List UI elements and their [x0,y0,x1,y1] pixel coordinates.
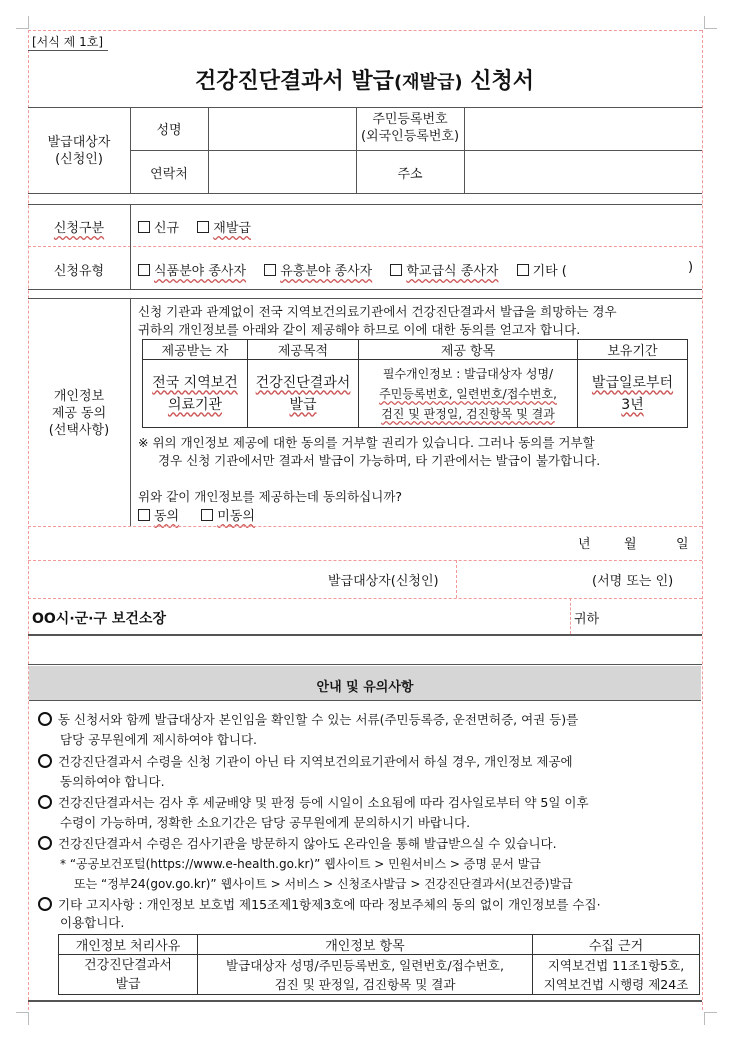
checkbox-disagree[interactable]: 미동의 [201,509,255,524]
consent-intro-1: 신청 기관과 관계없이 전국 지역보건의료기관에서 건강진단결과서 발급을 희망하는 경우 [138,304,617,319]
divider [130,204,131,289]
divider [130,298,131,526]
consent-label: 개인정보 제공 동의 (선택사항) [48,389,110,438]
rrn-field[interactable] [465,108,701,150]
address-label: 주소 [397,167,423,182]
guide-item-4: 건강진단결과서 수령은 검사기관을 방문하지 않아도 온라인을 통해 발급받으실 수 있습니다. * “공공보건포털(https://www.e-health.go.kr)” 웹사이트 > 민원서비스 > 증명 문서 발급 또는 “정부24(gov.go.kr)” 웹사이트 > 서비스 > 신청조사발급 > 건강진단결과서(보건증)발급 [38,834,573,894]
title-main: 건강진단결과서 발급 [195,69,394,94]
cell-collect-items: 발급대상자 성명/주민등록번호, 일련번호/접수번호, 검진 및 판정일, 검진항목 및 결과 [198,955,533,995]
cell-recipient: 전국 지역보건 의료기관 [143,360,248,428]
signer-label: 발급대상자(신청인) [328,574,439,589]
date-month: 월 [624,537,637,552]
other-close-paren: ) [688,260,694,275]
guide-item-1: 동 신청서와 함께 발급대상자 본인임을 확인할 수 있는 서류(주민등록증, 운전면허증, 여권 등)를 담당 공무원에게 제시하여야 합니다. [38,710,578,750]
divider [456,560,457,598]
divider [28,560,702,561]
divider [28,634,702,636]
guide-item-3: 건강진단결과서는 검사 후 세균배양 및 판정 등에 시일이 소요됨에 따라 검사일로부터 약 5일 이후 수령이 가능하며, 정확한 소요기간은 담당 공무원에게 문의하시기 바랍니다. [38,793,589,833]
consent-question: 위와 같이 개인정보를 제공하는데 동의하십니까? [138,489,403,504]
crop-mark-tr [704,16,717,29]
request-type-label: 신청구분 [53,221,105,236]
cell-reason: 건강진단결과서 발급 [59,955,198,995]
checkbox-new[interactable]: 신규 [138,221,179,236]
request-kind-options [138,260,698,279]
applicant-label: 발급대상자 (신청인) [47,135,111,167]
cell-items: 필수개인정보 : 발급대상자 성명/ 주민등록번호, 일련번호/접수번호, 검진 및 판정일, 검진항목 및 결과 [359,360,578,428]
title-suffix: (재발급) [393,72,463,93]
header-reason: 개인정보 처리사유 [59,935,198,955]
header-collect-items: 개인정보 항목 [198,935,533,955]
date-day: 일 [676,537,689,552]
checkbox-school-meal[interactable]: 학교급식 종사자 [390,264,498,279]
request-type-options [138,217,251,236]
divider [28,289,702,290]
checkbox-other[interactable]: 기타 ( [517,264,567,279]
rrn-label: 주민등록번호 (외국인등록번호) [360,112,460,144]
signature-field[interactable]: (서명 또는 인) [592,574,674,589]
guide-top [28,30,702,31]
header-basis: 수집 근거 [533,935,700,955]
collection-table [58,934,700,995]
date-year: 년 [578,537,591,552]
guide-item-2: 건강진단결과서 수령을 신청 기관이 아닌 타 지역보건의료기관에서 하실 경우, 개인정보 제공에 동의하여야 합니다. [38,752,573,792]
divider [28,50,108,51]
header-purpose: 제공목적 [248,340,359,360]
consent-options [138,505,255,524]
recipient-office: OO시·군·구 보건소장 [32,611,166,627]
title-end: 신청서 [462,69,534,94]
consent-intro-2: 귀하의 개인정보를 아래와 같이 제공해야 하므로 이에 대한 동의를 얻고자 합니다. [138,322,581,337]
request-kind-label: 신청유형 [53,264,105,279]
contact-label: 연락처 [150,167,188,182]
divider [570,598,571,634]
honorific: 귀하 [574,612,600,627]
checkbox-agree[interactable]: 동의 [138,509,179,524]
guide-title: 안내 및 유의사항 [316,680,414,695]
divider [28,598,702,599]
form-title [0,64,729,95]
crop-mark-tl [16,16,29,29]
divider [28,526,702,527]
consent-table [142,339,688,428]
checkbox-reissue[interactable]: 재발급 [197,221,251,236]
name-label: 성명 [156,123,182,138]
crop-mark-bl [16,1012,29,1025]
checkbox-entertainment[interactable]: 유흥분야 종사자 [264,264,372,279]
divider [28,193,702,194]
cell-purpose: 건강진단결과서 발급 [248,360,359,428]
address-field[interactable] [465,151,701,193]
header-recipient: 제공받는 자 [143,340,248,360]
guide-notice: 기타 고지사항 : 개인정보 보호법 제15조제1항제3호에 따라 정보주체의 동의 없이 개인정보를 수집· 이용합니다. [38,896,601,932]
header-period: 보유기간 [578,340,688,360]
cell-basis: 지역보건법 11조1항5호, 지역보건법 시행령 제24조 [533,955,700,995]
guide-right [702,30,703,1010]
header-items: 제공 항목 [359,340,578,360]
consent-note-1: ※ 위의 개인정보 제공에 대한 동의를 거부할 권리가 있습니다. 그러나 동의를 거부할 [138,435,595,450]
contact-field[interactable] [209,151,355,193]
form-number: [서식 제 1호] [32,35,103,49]
cell-period: 발급일로부터 3년 [578,360,688,428]
crop-mark-br [704,1012,717,1025]
checkbox-food[interactable]: 식품분야 종사자 [138,264,246,279]
consent-note-2: 경우 신청 기관에서만 결과서 발급이 가능하며, 타 기관에서는 발급이 불가합니다. [158,453,601,468]
name-field[interactable] [209,108,355,150]
guide-left [28,30,29,1010]
divider [28,1000,702,1002]
divider [28,664,702,665]
